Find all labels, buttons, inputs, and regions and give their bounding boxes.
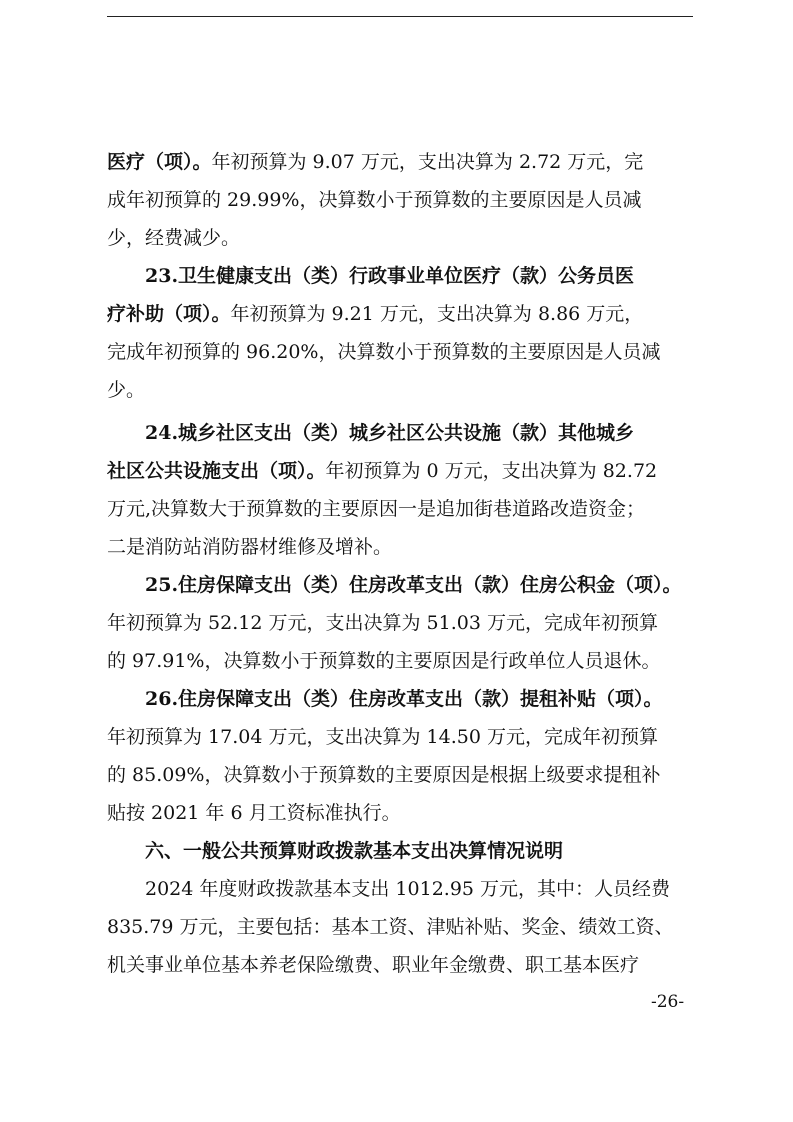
text-line: 的 85.09%，决算数小于预算数的主要原因是根据上级要求提租补 [107, 764, 661, 786]
text-line: 社区公共设施支出（项）。年初预算为 0 万元，支出决算为 82.72 [107, 460, 658, 482]
text-line: 成年初预算的 29.99%，决算数小于预算数的主要原因是人员减 [107, 189, 642, 211]
text-line: 的 97.91%，决算数小于预算数的主要原因是行政单位人员退休。 [107, 650, 661, 672]
text-line: 万元,决算数大于预算数的主要原因一是追加街巷道路改造资金； [107, 498, 646, 520]
text-line: 二是消防站消防器材维修及增补。 [107, 536, 393, 558]
section-6 [107, 832, 693, 984]
text-line: 835.79 万元，主要包括：基本工资、津贴补贴、奖金、绩效工资、 [107, 916, 674, 938]
paragraph-heading: 23.卫生健康支出（类）行政事业单位医疗（款）公务员医 [145, 265, 635, 287]
text-line: 少。 [107, 379, 146, 401]
text-line: 年初预算为 17.04 万元，支出决算为 14.50 万元，完成年初预算 [107, 726, 658, 748]
text-line: 疗补助（项）。年初预算为 9.21 万元，支出决算为 8.86 万元， [107, 303, 644, 325]
text-line: 少，经费减少。 [107, 227, 241, 249]
header-rule [107, 16, 693, 17]
text-line: 机关事业单位基本养老保险缴费、职业年金缴费、职工基本医疗 [107, 954, 640, 976]
text-line: 贴按 2021 年 6 月工资标准执行。 [107, 802, 401, 824]
paragraph-24 [107, 414, 693, 566]
paragraph-heading: 25.住房保障支出（类）住房改革支出（款）住房公积金（项）。 [145, 574, 682, 596]
paragraph-25 [107, 566, 693, 680]
paragraph-26 [107, 680, 693, 832]
page-number: -26- [651, 992, 685, 1012]
paragraph-heading: 26.住房保障支出（类）住房改革支出（款）提租补贴（项）。 [145, 688, 663, 710]
text-line: 完成年初预算的 96.20%，决算数小于预算数的主要原因是人员减 [107, 341, 661, 363]
paragraph-23 [107, 257, 693, 409]
text-line: 年初预算为 52.12 万元，支出决算为 51.03 万元，完成年初预算 [107, 612, 658, 634]
paragraph-heading: 24.城乡社区支出（类）城乡社区公共设施（款）其他城乡 [145, 422, 635, 444]
text-line: 医疗（项）。年初预算为 9.07 万元，支出决算为 2.72 万元，完 [107, 151, 644, 173]
text-line: 2024 年度财政拨款基本支出 1012.95 万元，其中：人员经费 [145, 878, 671, 900]
document-body [107, 143, 693, 984]
section-heading: 六、一般公共预算财政拨款基本支出决算情况说明 [145, 840, 564, 862]
paragraph-22-continued [107, 143, 693, 257]
